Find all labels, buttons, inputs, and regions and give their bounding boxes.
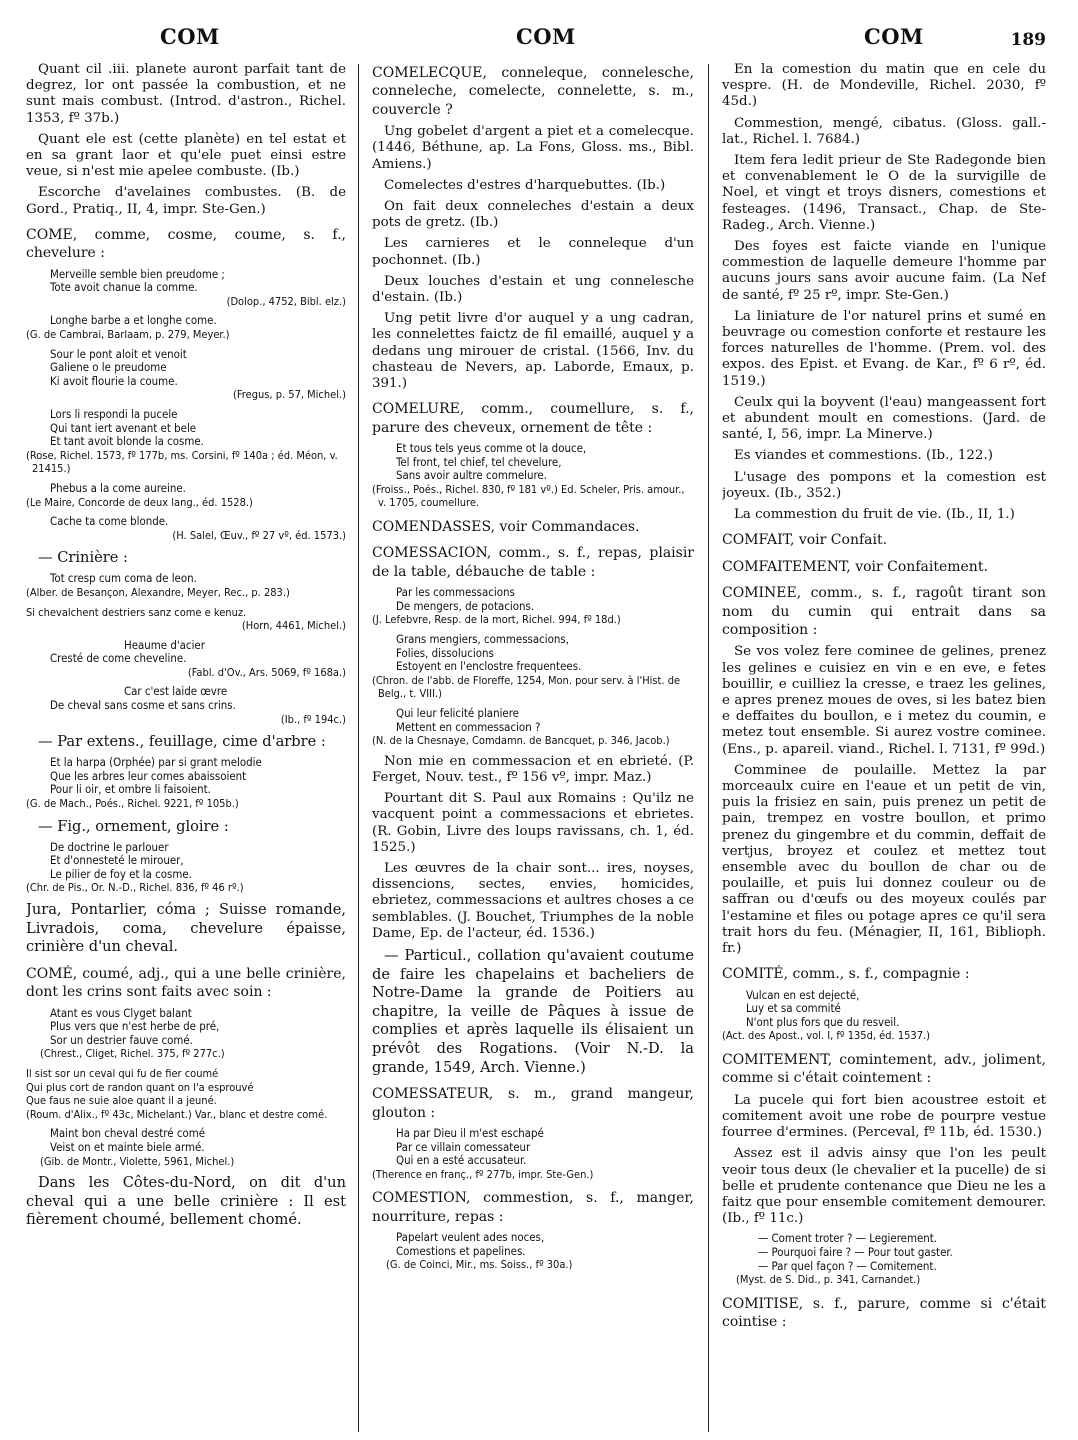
paragraph: Item fera ledit prieur de Ste Radegonde bien et convenablement le O de la survigille de Noel, et vingt et troys disners, comestions et festeages. (1496, Transact., Chap. de Ste-Radeg., Arch. Vienne.) (722, 153, 1046, 233)
quotation: Ha par Dieu il m'est eschapé Par ce villain comessateur Qui en a esté accusateur. (Therence en franç., fº 277b, impr. Ste-Gen.) (372, 1126, 594, 1181)
entry-comitise: COMITISE, s. f., parure, comme si c'était cointise : (722, 1295, 1046, 1331)
paragraph: Se vos volez fere cominee de gelines, prenez les gelines e cuisiez en vin e en eve, e fetes bouillir, e cuilliez la cresse, e traez les gelines, e apres prenez moues de oves, si les batez bien e deffaites du boullon, e i metez du coumin, e metez tout ensemble. Si aurez vostre cominee. (Ens., p. apareil. viand., Richel. l. 7131, fº 99d.) (722, 644, 1046, 757)
entry-comite: COMITÉ, comm., s. f., compagnie : (722, 966, 970, 983)
entry-come-adj: COMÉ, coumé, adj., qui a une belle crinière, dont les crins sont faits avec soin : (26, 965, 346, 1001)
quotation: De doctrine le parlouer Et d'onnesteté le mirouer, Le pilier de foy et la cosme. (Chr. de Pis., Or. N.-D., Richel. 836, fº 46 rº.) (26, 839, 244, 895)
paragraph: Ung petit livre d'or auquel y a ung cadran, les connelettes faictz de fil emaillé, auquel y a dedans ung mirouer de cristal. (1566, Inv. du chasteau de Nevers, ap. Laborde, Emaux, p. 391.) (372, 311, 694, 392)
paragraph: Es viandes et commestions. (Ib., 122.) (734, 448, 993, 464)
quotation: Grans mengiers, commessacions, Folies, dissolucions Estoyent en l'enclostre frequentees. (Chron. de l'abb. de Floreffe, 1254, Mon. pour serv. à l'Hist. de Belg., t. VIII.) (372, 632, 681, 701)
paragraph: Pourtant dit S. Paul aux Romains : Qu'ilz ne vacquent point a commessacions et ebrietes. (R. Gobin, Livre des loups ravissans, ch. 1, éd. 1525.) (372, 791, 694, 855)
paragraph: Ceulx qui la boyvent (l'eau) mangeassent fort et abundent moult en comestions. (Jard. de santé, I, 56, impr. La Minerve.) (722, 394, 1046, 443)
paragraph: Assez est il advis ainsy que l'on les peult veoir tous deux (le chevalier et la pucelle) de si belle et prudente contenance que Dieu ne les a faitz que pour ensemble comitement demourer. (Ib., fº 11c.) (722, 1146, 1046, 1227)
quotation: Car c'est laide œvre De cheval sans cosme et sans crins. (Ib., fº 194c.) (50, 684, 346, 726)
paragraph: Commestion, mengé, cibatus. (Gloss. gall.-lat., Richel. l. 7684.) (722, 115, 1046, 147)
dialect-note: Jura, Pontarlier, cóma ; Suisse romande, Livradois, coma, chevelure épaisse, crinière d'un cheval. (26, 901, 346, 956)
paragraph: La commestion du fruit de vie. (Ib., II, 1.) (734, 507, 1015, 523)
quotation: Cache ta come blonde. (H. Salel, Œuv., fº 27 vº, éd. 1573.) (50, 514, 346, 542)
column-1 (26, 62, 346, 1432)
quotation: Tot cresp cum coma de leon. (Alber. de Besançon, Alexandre, Meyer, Rec., p. 283.) (26, 571, 290, 599)
paragraph: L'usage des pompons et la comestion est joyeux. (Ib., 352.) (722, 469, 1046, 501)
quotation: — Coment troter ? — Legierement. — Pourquoi faire ? — Pour tout gaster. — Par quel façon ? — Comitement. (Myst. de S. Did., p. 341, Carnandet.) (736, 1231, 953, 1287)
quotation: Et la harpa (Orphée) par si grant melodie Que les arbres leur comes abaissoient Pour li oir, et ombre li faisoient. (G. de Mach., Poés., Richel. 9221, fº 105b.) (26, 755, 262, 811)
entry-comfaitement: COMFAITEMENT, voir Confaitement. (722, 558, 988, 575)
entry-come: COME, comme, cosme, coume, s. f., chevelure : (26, 226, 346, 262)
column-rule-2 (708, 64, 709, 1432)
paragraph: Les œuvres de la chair sont... ires, noyses, dissencions, sectes, envies, homicides, ebrietez, commessacions et aultres choses a ce semblables. (J. Bouchet, Triumphes de la noble Dame, Ep. de l'acteur, éd. 1536.) (372, 861, 694, 941)
quotation: Qui leur felicité planiere Mettent en commessacion ? (N. de la Chesnaye, Comdamn. de Bancquet, p. 346, Jacob.) (372, 706, 670, 748)
subsense: — Crinière : (38, 549, 128, 567)
quotation: Maint bon cheval destré comé Veist on et mainte biele armé. (Gib. de Montr., Violette, 5961, Michel.) (40, 1126, 235, 1168)
running-head-left: COM (160, 24, 220, 49)
paragraph: Quant cil .iii. planete auront parfait tant de degrez, lor ont passée la combustion, et ne sunt mais combust. (Introd. d'astron., Richel. 1353, fº 37b.) (26, 62, 346, 126)
entry-comestion: COMESTION, commestion, s. f., manger, nourriture, repas : (372, 1190, 694, 1225)
paragraph: Escorche d'avelaines combustes. (B. de Gord., Pratiq., II, 4, impr. Ste-Gen.) (26, 185, 346, 217)
paragraph: On fait deux conneleches d'estain a deux pots de gretz. (Ib.) (372, 199, 694, 231)
entry-comelure: COMELURE, comm., coumellure, s. f., parure des cheveux, ornement de tête : (372, 401, 694, 436)
quotation: Phebus a la come aureine. (Le Maire, Concorde de deux lang., éd. 1528.) (26, 480, 253, 509)
subsense: — Par extens., feuillage, cime d'arbre : (38, 733, 326, 751)
paragraph: La pucele qui fort bien acoustree estoit et comitement avoit une robe de pourpre vestue fourree d'ermines. (Perceval, fº 11b, éd. 1530.) (722, 1092, 1046, 1141)
dialect-note: Dans les Côtes-du-Nord, on dit d'un cheval qui a une belle crinière : Il est fièrement choumé, bellement chomé. (26, 1174, 346, 1229)
quotation: Par les commessacions De mengers, de potacions. (J. Lefebvre, Resp. de la mort, Richel. 994, fº 18d.) (372, 585, 621, 627)
entry-comendasses: COMENDASSES, voir Commandaces. (372, 519, 640, 536)
entry-comessateur: COMESSATEUR, s. m., grand mangeur, glouton : (372, 1086, 694, 1121)
quotation: Heaume d'acier Cresté de come cheveline. (Fabl. d'Ov., Ars. 5069, fº 168a.) (50, 637, 346, 679)
paragraph: Des foyes est faicte viande en l'unique commestion de laquelle demeure l'homme par aucuns jours sans avoir aucune faim. (La Nef de santé, fº 25 rº, impr. Ste-Gen.) (722, 239, 1046, 303)
paragraph: La liniature de l'or naturel prins et sumé en beuvrage ou comestion conforte et restaure les forces naturelles de l'homme. (Prem. vol. des expos. des Epist. et Evang. de Kar., fº 6 rº, éd. 1519.) (722, 308, 1046, 389)
quotation: Lors li respondi la pucele Qui tant iert avenant et bele Et tant avoit blonde la cosme. (Rose, Richel. 1573, fº 177b, ms. Corsini, fº 140a ; éd. Méon, v. 21415.) (26, 406, 338, 476)
quotation: Si chevalchent destriers sanz come e kenuz. (Horn, 4461, Michel.) (26, 605, 346, 633)
subsense: — Fig., ornement, gloire : (38, 817, 229, 835)
quotation: Il sist sor un ceval qui fu de fier coumé Qui plus cort de randon quant on l'a esprouvé Que faus ne suie aloe quant il a jeuné. (Roum. d'Alix., fº 43c, Michelant.) Var., blanc et destre comé. (26, 1066, 328, 1121)
quotation: Papelart veulent ades noces, Comestions et papelines. (G. de Coinci, Mir., ms. Soiss., fº 30a.) (386, 1230, 573, 1272)
running-head-center: COM (516, 24, 576, 49)
page-number: 189 (1010, 30, 1046, 50)
entry-comessacion: COMESSACION, comm., s. f., repas, plaisir de la table, débauche de table : (372, 545, 694, 580)
paragraph: En la comestion du matin que en cele du vespre. (H. de Mondeville, Richel. 2030, fº 45d.) (722, 62, 1046, 110)
paragraph: Deux louches d'estain et ung connelesche d'estain. (Ib.) (372, 273, 694, 306)
paragraph: Comelectes d'estres d'harquebuttes. (Ib.) (384, 177, 666, 193)
paragraph: Comminee de poulaille. Mettez la par morceaulx cuire en l'eaue et un petit de vin, puis la frisiez en sain, puis prenez un petit de pain, trempez en vostre boullon, et primo prenez du gingembre et du commin, deffait de vertjus, broyez et coulez et mettez tout ensemble avec du boullon de char ou de poulaille, et puis lui donnez couleur ou de saffran ou d'œufs ou des moyeux coulés par l'estamine et files ou potage apres ce qu'il sera trait hors du feu. (Ménagier, II, 161, Biblioph. fr.) (722, 762, 1046, 956)
paragraph: Non mie en commessacion et en ebrieté. (P. Ferget, Nouv. test., fº 156 vº, impr. Maz.) (372, 753, 694, 785)
paragraph: Ung gobelet d'argent a piet et a comelecque. (1446, Béthune, ap. La Fons, Gloss. ms., Bibl. Amiens.) (372, 124, 694, 172)
column-3 (722, 62, 1046, 1432)
entry-cominee: COMINEE, comm., s. f., ragoût tirant son nom du cumin qui entrait dans sa composition : (722, 585, 1046, 638)
entry-comitement: COMITEMENT, comintement, adv., joliment, comme si c'était cointement : (722, 1051, 1046, 1087)
column-rule-1 (358, 64, 359, 1432)
paragraph: Les carnieres et le conneleque d'un pochonnet. (Ib.) (372, 236, 694, 268)
entry-comelecque: COMELECQUE, conneleque, connelesche, conneleche, comelecte, connelette, s. m., couvercle ? (372, 65, 694, 118)
running-head-right: COM (864, 24, 924, 49)
entry-comfait: COMFAIT, voir Confait. (722, 532, 888, 549)
column-2 (372, 62, 694, 1432)
quotation: Vulcan en est dejecté, Luy et sa commité N'ont plus fors que du resveil. (Act. des Apost., vol. I, fº 135d, éd. 1537.) (722, 987, 931, 1043)
paragraph: — Particul., collation qu'avaient coutume de faire les chapelains et bacheliers de Notre-Dame la grande de Poitiers au chapitre, la veille de Pâques à issue de complies et après laquelle ils élisaient un prévôt des Rogations. (Voir N.-D. la grande, 1549, Arch. Vienne.) (372, 947, 694, 1076)
quotation: Sour le pont aloit et venoit Galiene o le preudome Ki avoit flourie la coume. (Fregus, p. 57, Michel.) (50, 346, 346, 402)
quotation: Atant es vous Clyget balant Plus vers que n'est herbe de pré, Sor un destrier fauve comé. (Chrest., Cliget, Richel. 375, fº 277c.) (40, 1005, 225, 1061)
paragraph: Quant ele est (cette planète) en tel estat et en sa grant laor et qu'ele puet einsi estre veue, si n'est mie apelee combuste. (Ib.) (26, 131, 346, 180)
quotation: Merveille semble bien preudome ; Tote avoit chanue la comme. (Dolop., 4752, Bibl. elz.) (50, 266, 346, 308)
quotation: Et tous tels yeus comme ot la douce, Tel front, tel chief, tel chevelure, Sans avoir aultre commelure. (Froiss., Poés., Richel. 830, fº 181 vº.) Ed. Scheler, Pris. amour., v. 1705, coumellure. (372, 441, 685, 510)
quotation: Longhe barbe a et longhe come. (G. de Cambrai, Barlaam, p. 279, Meyer.) (26, 313, 230, 342)
